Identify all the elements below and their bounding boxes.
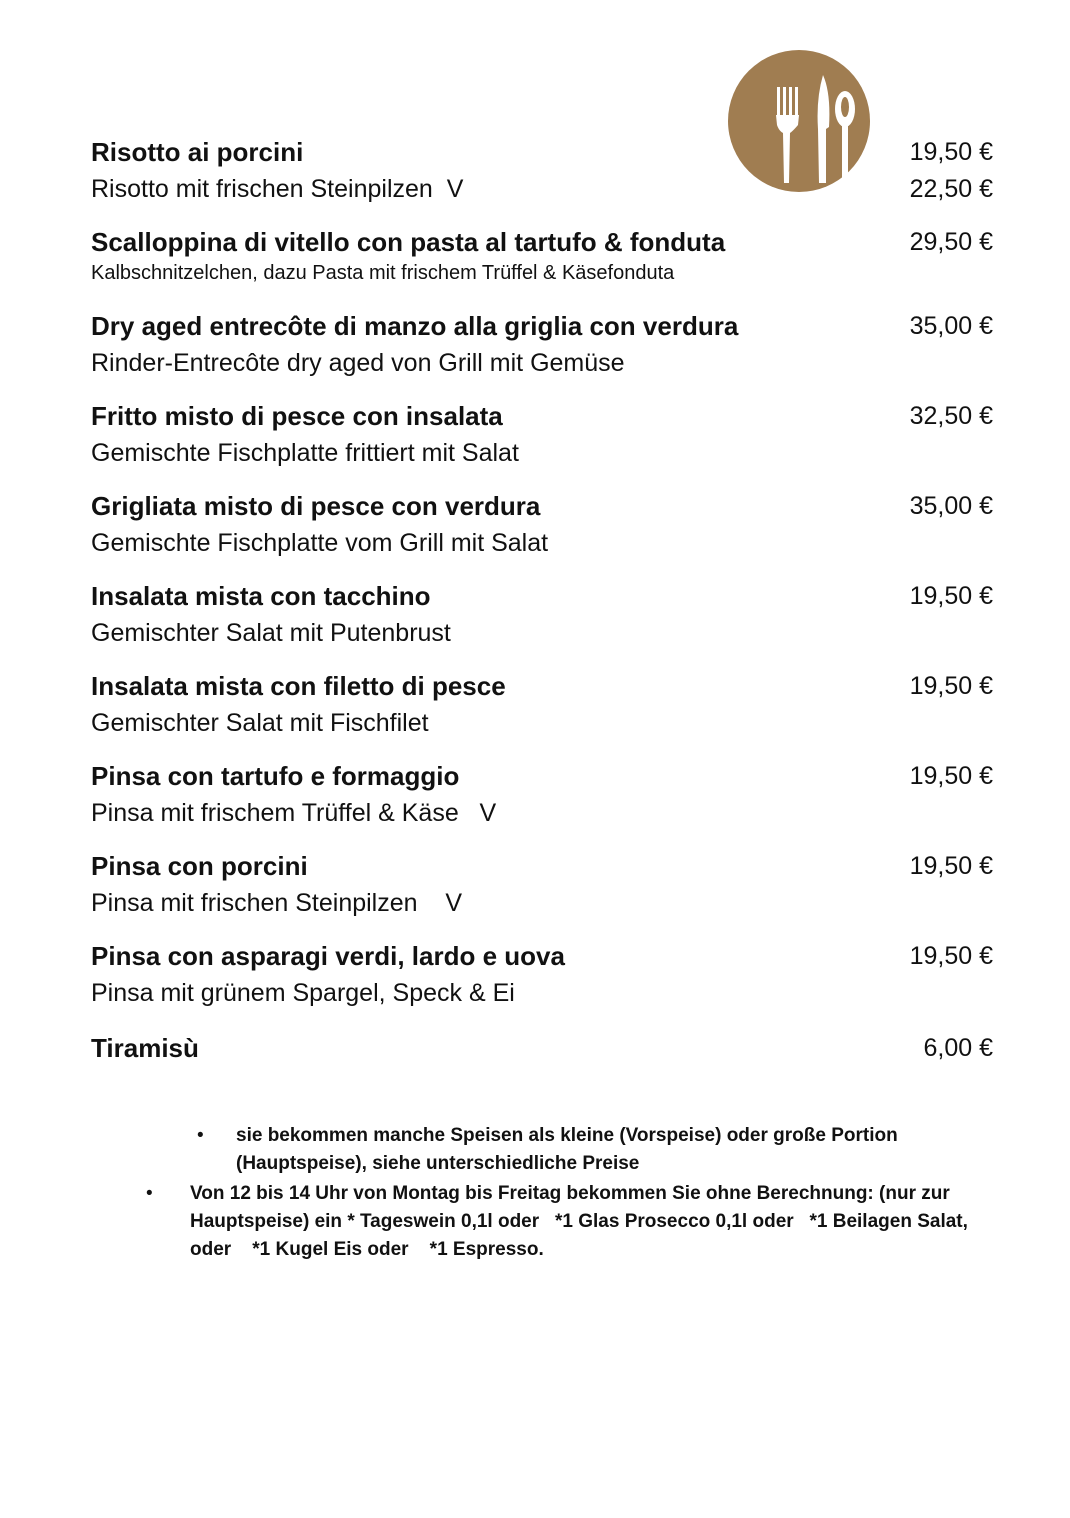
dish-price: 19,50 €	[909, 582, 993, 610]
note-lunch-offer: Von 12 bis 14 Uhr von Montag bis Freitag bekommen Sie ohne Berechnung: (nur zur Hauptspeise) ein * Tageswein 0,1l oder *1 Glas Prosecco 0,1l oder *1 Beilagen Salat, oder *1 Kugel Eis oder *1 Espresso.	[190, 1183, 974, 1260]
menu-item-pinsa-porcini	[91, 850, 993, 919]
dish-description: Pinsa mit grünem Spargel, Speck & Ei	[91, 979, 515, 1007]
dish-description: Gemischte Fischplatte frittiert mit Salat	[91, 439, 519, 467]
menu-item-tiramisu	[91, 1032, 993, 1064]
dish-price: 19,50 €	[909, 942, 993, 970]
dish-name: Pinsa con asparagi verdi, lardo e uova	[91, 941, 565, 971]
dish-description: Rinder-Entrecôte dry aged von Grill mit Gemüse	[91, 349, 625, 377]
dish-name: Pinsa con porcini	[91, 851, 308, 881]
dish-price: 35,00 €	[909, 312, 993, 340]
dish-price: 32,50 €	[909, 402, 993, 430]
dish-price: 19,50 €	[909, 852, 993, 880]
dish-name: Scalloppina di vitello con pasta al tartufo & fonduta	[91, 227, 726, 257]
dish-name: Grigliata misto di pesce con verdura	[91, 491, 541, 521]
dish-name: Insalata mista con tacchino	[91, 581, 431, 611]
dish-price: 19,50 €	[909, 762, 993, 790]
dish-description: Gemischte Fischplatte vom Grill mit Salat	[91, 529, 549, 557]
dish-name: Risotto ai porcini	[91, 137, 304, 167]
menu-item-scalloppina	[91, 226, 993, 286]
dish-price: 35,00 €	[909, 492, 993, 520]
dish-description: Gemischter Salat mit Fischfilet	[91, 709, 429, 737]
dish-price: 19,50 €	[909, 672, 993, 700]
dish-description: Pinsa mit frischen Steinpilzen V	[91, 889, 462, 917]
dish-price-large: 22,50 €	[909, 175, 993, 203]
dish-name: Insalata mista con filetto di pesce	[91, 671, 506, 701]
menu-item-pinsa-tartufo	[91, 760, 993, 829]
dish-name: Tiramisù	[91, 1033, 199, 1063]
menu-item-risotto-ai-porcini	[91, 136, 993, 205]
note-portion-sizes: sie bekommen manche Speisen als kleine (Vorspeise) oder große Portion (Hauptspeise), siehe unterschiedliche Preise	[236, 1125, 898, 1174]
menu-item-grigliata-misto	[91, 490, 993, 559]
dish-name: Dry aged entrecôte di manzo alla griglia con verdura	[91, 311, 739, 341]
bullet-point: •	[146, 1183, 153, 1204]
dish-description: Risotto mit frischen Steinpilzen V	[91, 175, 464, 203]
menu-item-pinsa-asparagi	[91, 940, 993, 1009]
bullet-point: •	[197, 1125, 204, 1146]
dish-price: 6,00 €	[923, 1034, 993, 1062]
dish-description: Gemischter Salat mit Putenbrust	[91, 619, 451, 647]
dish-price: 29,50 €	[909, 228, 993, 256]
menu-item-fritto-misto	[91, 400, 993, 469]
menu-item-entrecote	[91, 310, 993, 379]
dish-description: Kalbschnitzelchen, dazu Pasta mit frischem Trüffel & Käsefonduta	[91, 262, 675, 284]
dish-name: Fritto misto di pesce con insalata	[91, 401, 503, 431]
menu-item-insalata-tacchino	[91, 580, 993, 649]
dish-price-small: 19,50 €	[909, 138, 993, 166]
menu-item-insalata-pesce	[91, 670, 993, 739]
dish-description: Pinsa mit frischem Trüffel & Käse V	[91, 799, 497, 827]
dish-name: Pinsa con tartufo e formaggio	[91, 761, 460, 791]
